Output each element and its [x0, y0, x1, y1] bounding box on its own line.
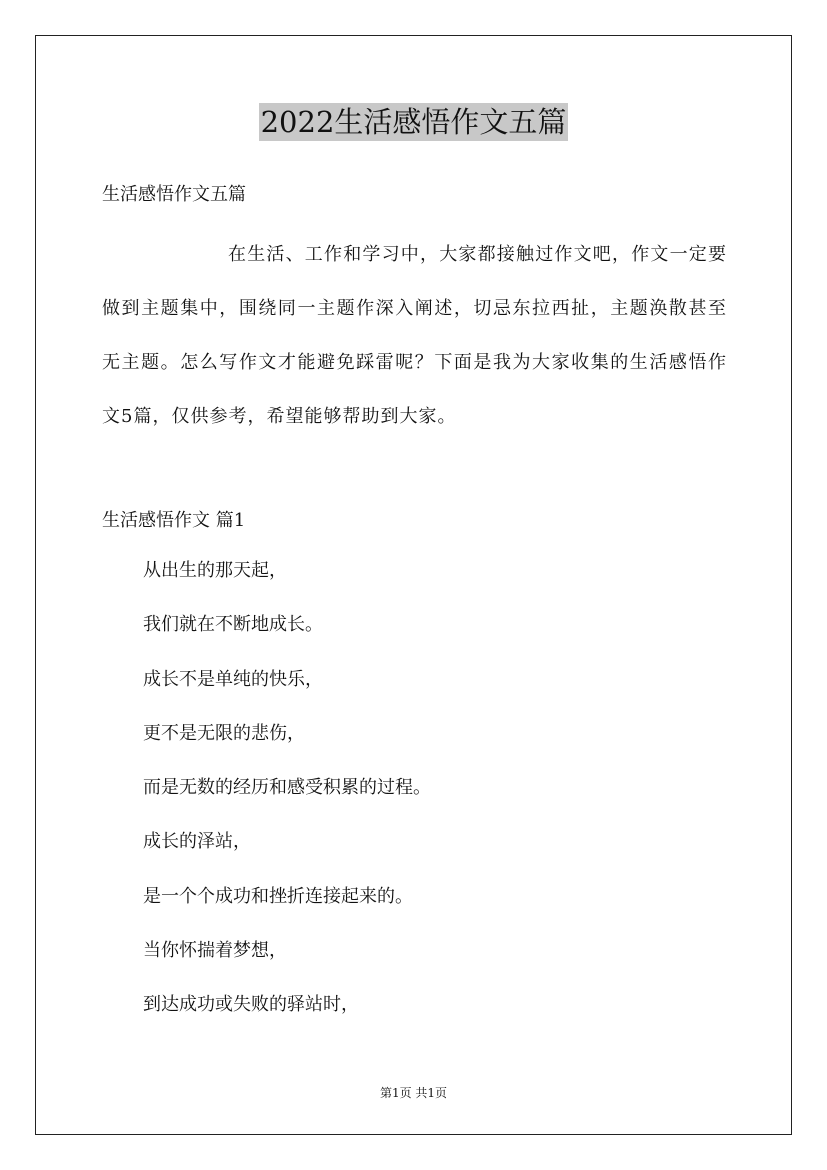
page-footer: 第1页 共1页 — [379, 1086, 448, 1100]
poem-line: 当你怀揣着梦想， — [143, 940, 287, 962]
poem-line: 成长不是单纯的快乐， — [143, 668, 323, 690]
document-title-container — [0, 100, 827, 141]
poem-line: 更不是无限的悲伤， — [143, 722, 305, 744]
poem-line: 成长的泽站， — [143, 831, 251, 853]
section-heading: 生活感悟作文 篇1 — [102, 510, 246, 531]
poem-lines — [143, 558, 431, 1047]
document-title: 2022生活感悟作文五篇 — [260, 105, 567, 139]
poem-line: 而是无数的经历和感受积累的过程。 — [143, 777, 431, 799]
poem-line: 从出生的那天起， — [143, 560, 287, 581]
poem-line: 我们就在不断地成长。 — [143, 614, 323, 636]
document-subtitle: 生活感悟作文五篇 — [102, 184, 246, 205]
intro-paragraph: 在生活、工作和学习中，大家都接触过作文吧，作文一定要做到主题集中，围绕同一主题作深入阐述，切忌东拉西扯，主题涣散甚至无主题。怎么写作文才能避免踩雷呢？下面是我为大家收集的生活感悟作文5篇，仅供参考，希望能够帮助到大家。 — [102, 244, 727, 427]
poem-line: 是一个个成功和挫折连接起来的。 — [143, 885, 413, 907]
poem-line: 到达成功或失败的驿站时， — [143, 994, 359, 1016]
